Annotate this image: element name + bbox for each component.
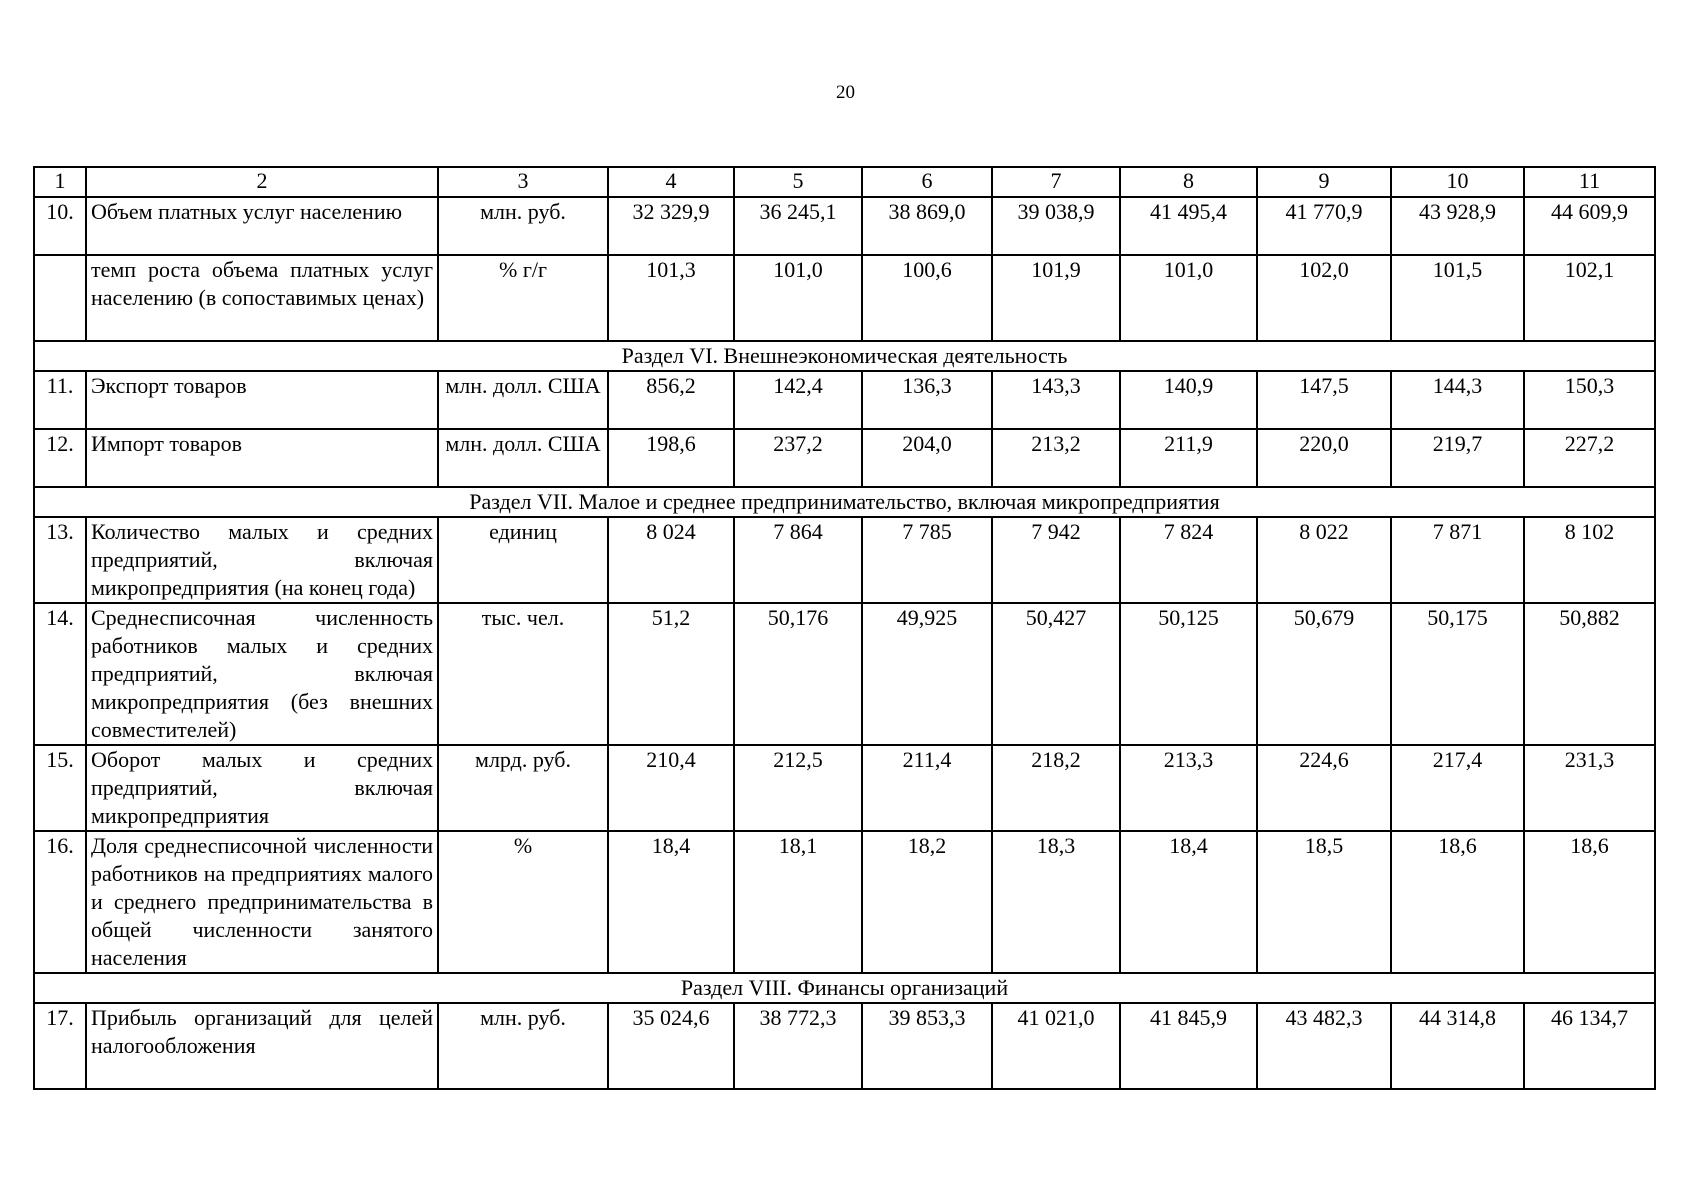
indicator-name: Объем платных услуг населению: [86, 197, 438, 255]
column-header: 2: [86, 167, 438, 197]
value-cell: 18,4: [1120, 831, 1257, 973]
column-header: 7: [992, 167, 1120, 197]
indicator-name: Импорт товаров: [86, 429, 438, 487]
column-header: 9: [1257, 167, 1391, 197]
unit: млн. руб.: [438, 1003, 608, 1089]
row-number: 16.: [34, 831, 86, 973]
column-number-header-row: [34, 167, 1655, 197]
value-cell: 50,679: [1257, 603, 1391, 745]
unit: единиц: [438, 517, 608, 603]
indicator-name: Среднесписочная численность работников малых и средних предприятий, включая микропредприятия (без внешних совместителей): [86, 603, 438, 745]
value-cell: 140,9: [1120, 371, 1257, 429]
column-header: 1: [34, 167, 86, 197]
section-heading: Раздел VIII. Финансы организаций: [34, 973, 1655, 1003]
value-cell: 101,0: [734, 255, 862, 341]
value-cell: 8 024: [608, 517, 734, 603]
page-number: 20: [836, 82, 855, 103]
value-cell: 102,0: [1257, 255, 1391, 341]
row-number: 13.: [34, 517, 86, 603]
value-cell: 39 038,9: [992, 197, 1120, 255]
value-cell: 7 824: [1120, 517, 1257, 603]
value-cell: 18,6: [1524, 831, 1655, 973]
column-header: 8: [1120, 167, 1257, 197]
column-header: 11: [1524, 167, 1655, 197]
value-cell: 136,3: [862, 371, 992, 429]
value-cell: 218,2: [992, 745, 1120, 831]
value-cell: 220,0: [1257, 429, 1391, 487]
value-cell: 18,4: [608, 831, 734, 973]
value-cell: 101,9: [992, 255, 1120, 341]
indicator-name: Оборот малых и средних предприятий, включая микропредприятия: [86, 745, 438, 831]
unit: %: [438, 831, 608, 973]
value-cell: 7 864: [734, 517, 862, 603]
value-cell: 150,3: [1524, 371, 1655, 429]
value-cell: 41 770,9: [1257, 197, 1391, 255]
unit: % г/г: [438, 255, 608, 341]
value-cell: 101,0: [1120, 255, 1257, 341]
indicator-name: Прибыль организаций для целей налогообложения: [86, 1003, 438, 1089]
value-cell: 35 024,6: [608, 1003, 734, 1089]
value-cell: 44 609,9: [1524, 197, 1655, 255]
row-number: [34, 255, 86, 341]
indicator-name: Доля среднесписочной численности работников на предприятиях малого и среднего предпринимательства в общей численности занятого населения: [86, 831, 438, 973]
value-cell: 18,2: [862, 831, 992, 973]
value-cell: 100,6: [862, 255, 992, 341]
table-row: [34, 1003, 1655, 1089]
table-row: [34, 745, 1655, 831]
value-cell: 237,2: [734, 429, 862, 487]
value-cell: 18,1: [734, 831, 862, 973]
value-cell: 143,3: [992, 371, 1120, 429]
value-cell: 210,4: [608, 745, 734, 831]
value-cell: 7 942: [992, 517, 1120, 603]
value-cell: 36 245,1: [734, 197, 862, 255]
value-cell: 43 482,3: [1257, 1003, 1391, 1089]
unit: тыс. чел.: [438, 603, 608, 745]
value-cell: 213,2: [992, 429, 1120, 487]
value-cell: 50,176: [734, 603, 862, 745]
value-cell: 211,9: [1120, 429, 1257, 487]
value-cell: 41 495,4: [1120, 197, 1257, 255]
value-cell: 51,2: [608, 603, 734, 745]
row-number: 17.: [34, 1003, 86, 1089]
column-header: 6: [862, 167, 992, 197]
row-number: 12.: [34, 429, 86, 487]
value-cell: 18,5: [1257, 831, 1391, 973]
section-row: [34, 973, 1655, 1003]
value-cell: 50,175: [1391, 603, 1524, 745]
value-cell: 198,6: [608, 429, 734, 487]
value-cell: 142,4: [734, 371, 862, 429]
indicator-name: темп роста объема платных услуг населению (в сопоставимых ценах): [86, 255, 438, 341]
value-cell: 231,3: [1524, 745, 1655, 831]
value-cell: 7 785: [862, 517, 992, 603]
value-cell: 224,6: [1257, 745, 1391, 831]
value-cell: 50,882: [1524, 603, 1655, 745]
value-cell: 38 772,3: [734, 1003, 862, 1089]
value-cell: 8 022: [1257, 517, 1391, 603]
column-header: 4: [608, 167, 734, 197]
row-number: 15.: [34, 745, 86, 831]
table-row: [34, 429, 1655, 487]
value-cell: 49,925: [862, 603, 992, 745]
value-cell: 219,7: [1391, 429, 1524, 487]
unit: млн. долл. США: [438, 429, 608, 487]
value-cell: 50,427: [992, 603, 1120, 745]
value-cell: 144,3: [1391, 371, 1524, 429]
row-number: 14.: [34, 603, 86, 745]
value-cell: 41 845,9: [1120, 1003, 1257, 1089]
column-header: 5: [734, 167, 862, 197]
value-cell: 204,0: [862, 429, 992, 487]
value-cell: 18,6: [1391, 831, 1524, 973]
table-row: [34, 371, 1655, 429]
value-cell: 856,2: [608, 371, 734, 429]
value-cell: 18,3: [992, 831, 1120, 973]
section-heading: Раздел VI. Внешнеэкономическая деятельность: [34, 341, 1655, 371]
value-cell: 101,3: [608, 255, 734, 341]
indicators-table: [33, 166, 1656, 1090]
row-number: 11.: [34, 371, 86, 429]
indicator-name: Экспорт товаров: [86, 371, 438, 429]
table-row: [34, 255, 1655, 341]
unit: млрд. руб.: [438, 745, 608, 831]
value-cell: 212,5: [734, 745, 862, 831]
value-cell: 8 102: [1524, 517, 1655, 603]
value-cell: 7 871: [1391, 517, 1524, 603]
value-cell: 213,3: [1120, 745, 1257, 831]
value-cell: 46 134,7: [1524, 1003, 1655, 1089]
unit: млн. руб.: [438, 197, 608, 255]
value-cell: 41 021,0: [992, 1003, 1120, 1089]
value-cell: 217,4: [1391, 745, 1524, 831]
indicator-name: Количество малых и средних предприятий, включая микропредприятия (на конец года): [86, 517, 438, 603]
value-cell: 147,5: [1257, 371, 1391, 429]
value-cell: 43 928,9: [1391, 197, 1524, 255]
section-row: [34, 487, 1655, 517]
table-row: [34, 517, 1655, 603]
value-cell: 44 314,8: [1391, 1003, 1524, 1089]
column-header: 3: [438, 167, 608, 197]
section-row: [34, 341, 1655, 371]
value-cell: 101,5: [1391, 255, 1524, 341]
value-cell: 102,1: [1524, 255, 1655, 341]
unit: млн. долл. США: [438, 371, 608, 429]
table-row: [34, 603, 1655, 745]
table-row: [34, 197, 1655, 255]
column-header: 10: [1391, 167, 1524, 197]
value-cell: 38 869,0: [862, 197, 992, 255]
value-cell: 227,2: [1524, 429, 1655, 487]
table-row: [34, 831, 1655, 973]
row-number: 10.: [34, 197, 86, 255]
value-cell: 50,125: [1120, 603, 1257, 745]
section-heading: Раздел VII. Малое и среднее предпринимательство, включая микропредприятия: [34, 487, 1655, 517]
value-cell: 211,4: [862, 745, 992, 831]
value-cell: 32 329,9: [608, 197, 734, 255]
value-cell: 39 853,3: [862, 1003, 992, 1089]
